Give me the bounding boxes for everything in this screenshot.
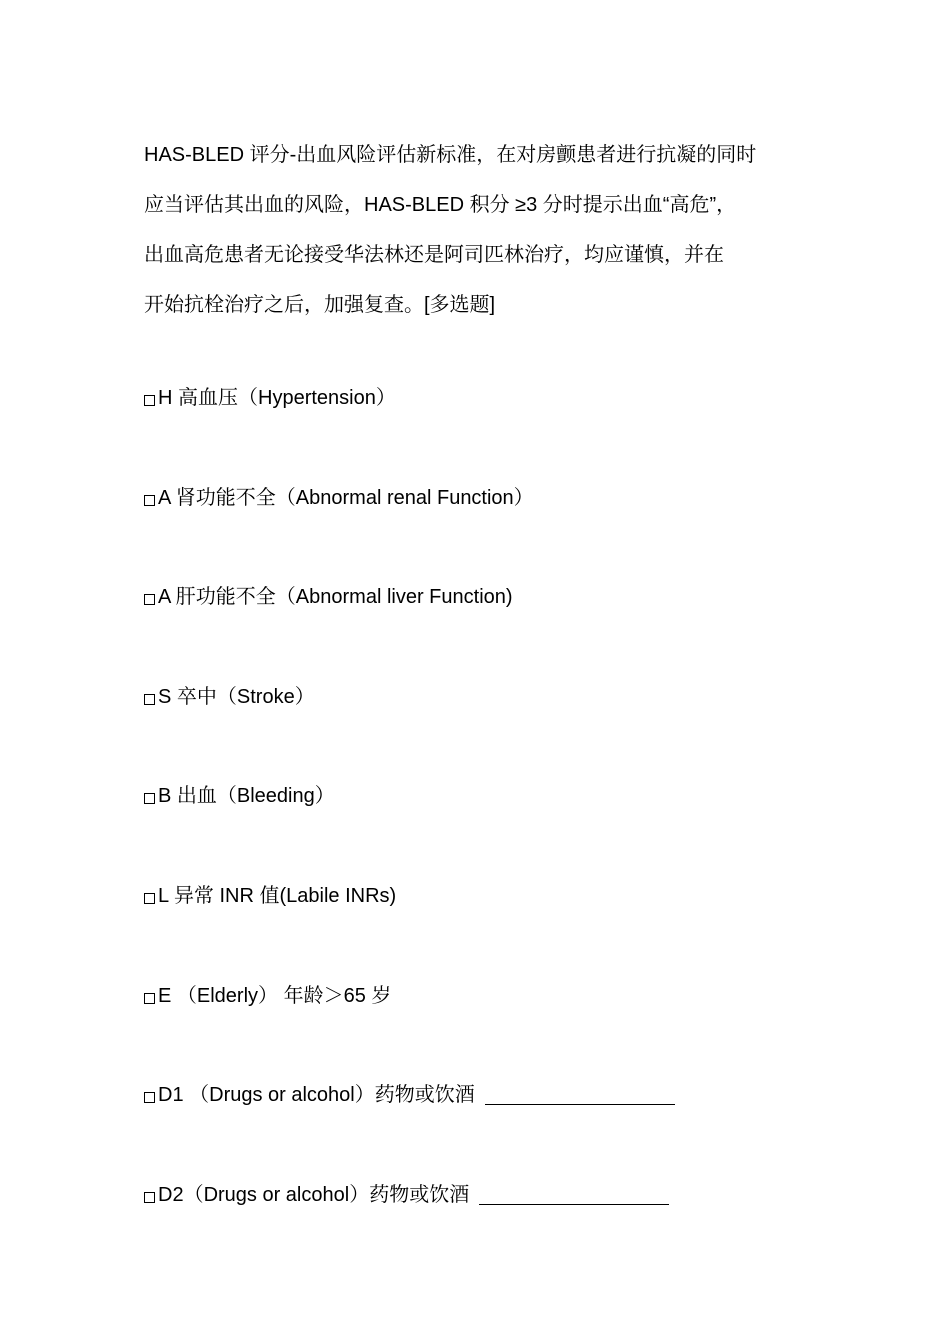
option-drugs-d2[interactable] (144, 1170, 844, 1270)
fill-in-blank[interactable] (479, 1170, 669, 1205)
checkbox-icon[interactable] (144, 395, 155, 406)
question-line: 应当评估其出血的风险，HAS-BLED 积分 ≥3 分时提示出血“高危”， (144, 194, 737, 216)
option-label: E （Elderly） 年龄＞65 岁 (158, 984, 392, 1007)
option-label: D2（Drugs or alcohol）药物或饮酒 (158, 1183, 470, 1206)
checkbox-icon[interactable] (144, 694, 155, 705)
option-label: B 出血（Bleeding） (158, 785, 335, 808)
option-bleeding[interactable] (144, 771, 844, 871)
option-labile-inrs[interactable] (144, 871, 844, 971)
checkbox-icon[interactable] (144, 1192, 155, 1203)
option-label: A 肝功能不全（Abnormal liver Function) (158, 586, 513, 609)
option-label: A 肾功能不全（Abnormal renal Function） (158, 486, 534, 509)
option-label: H 高血压（Hypertension） (158, 387, 396, 409)
option-stroke[interactable] (144, 672, 844, 772)
checkbox-icon[interactable] (144, 993, 155, 1004)
checkbox-icon[interactable] (144, 793, 155, 804)
checkbox-icon[interactable] (144, 495, 155, 506)
option-label: S 卒中（Stroke） (158, 685, 315, 708)
option-label: L 异常 INR 值(Labile INRs) (158, 884, 397, 907)
question-line: 出血高危患者无论接受华法林还是阿司匹林治疗，均应谨慎，并在 (144, 244, 724, 266)
option-abnormal-liver-function[interactable] (144, 572, 844, 672)
option-drugs-d1[interactable] (144, 1070, 844, 1170)
option-label: D1 （Drugs or alcohol）药物或饮酒 (158, 1084, 475, 1107)
question-text (144, 130, 834, 330)
option-hypertension[interactable] (144, 373, 844, 473)
fill-in-blank[interactable] (485, 1070, 675, 1105)
option-elderly[interactable] (144, 971, 844, 1071)
options-list (144, 373, 844, 1269)
checkbox-icon[interactable] (144, 1092, 155, 1103)
question-line: HAS-BLED 评分-出血风险评估新标准，在对房颤患者进行抗凝的同时 (144, 144, 757, 166)
question-line: 开始抗栓治疗之后，加强复查。[多选题] (144, 294, 496, 316)
checkbox-icon[interactable] (144, 594, 155, 605)
option-abnormal-renal-function[interactable] (144, 473, 844, 573)
checkbox-icon[interactable] (144, 893, 155, 904)
